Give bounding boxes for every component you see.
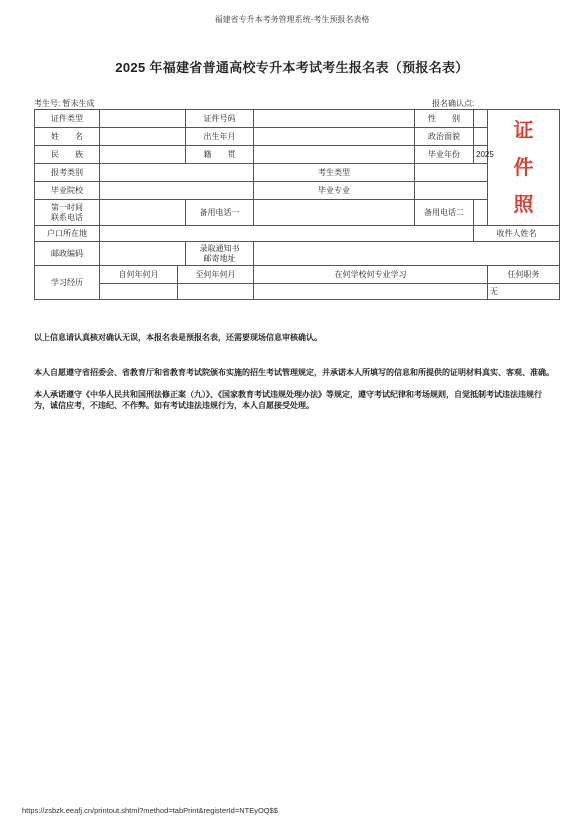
candidate-number-value: 暂未生成: [62, 99, 95, 108]
value-mailing-address: [254, 242, 560, 266]
value-grad-year: 2025: [474, 146, 488, 164]
label-gender: 性 别: [415, 110, 474, 128]
label-postal-code: 邮政编码: [35, 242, 100, 266]
photo-char-3: 照: [513, 192, 534, 216]
label-major: 毕业专业: [254, 182, 415, 200]
pledge-paragraph-2: 本人承诺遵守《中华人民共和国刑法修正案（九）》、《国家教育考试违规处理办法》等规定，遵守考试纪律和考场规则，自觉抵制考试违法违规行为，诚信应考，不违纪、不作弊。如有考试违法违规行为，本人自愿接受处理。: [34, 390, 542, 410]
label-hukou: 户口所在地: [35, 226, 100, 242]
label-id-type: 证件类型: [35, 110, 100, 128]
value-position: 无: [488, 284, 560, 300]
label-mailing-address-line2: 邮寄地址: [203, 253, 236, 263]
value-postal-code: [100, 242, 186, 266]
label-political: 政治面貌: [415, 128, 474, 146]
value-ethnicity: [100, 146, 186, 164]
value-backup-phone-1: [254, 200, 415, 226]
label-recipient: 收件人姓名: [474, 226, 560, 242]
label-mailing-address-line1: 录取通知书: [199, 243, 240, 253]
value-political: [474, 128, 488, 146]
value-school-major: [254, 284, 488, 300]
footer-url: https://zsbzk.eeafj.cn/printout.shtml?method=tabPrint&registerId=NTEyOQ$$: [22, 806, 278, 815]
photo-char-1: 证: [513, 118, 534, 142]
label-primary-phone-line1: 第一时间: [51, 202, 83, 212]
label-school: 毕业院校: [35, 182, 100, 200]
value-id-number: [254, 110, 415, 128]
confirm-notice: 以上信息请认真核对确认无误，本报名表是预报名表，还需要现场信息审核确认。: [34, 333, 322, 342]
value-gender: [474, 110, 488, 128]
label-apply-category: 报考类别: [35, 164, 100, 182]
value-backup-phone-2: [474, 200, 488, 226]
label-primary-phone-line2: 联系电话: [51, 212, 83, 222]
candidate-number-label: 考生号:: [34, 99, 61, 108]
header-to-date: 至何年何月: [178, 266, 254, 284]
id-photo-box: [488, 110, 560, 226]
value-primary-phone: [100, 200, 186, 226]
value-major: [415, 182, 488, 200]
value-id-type: [100, 110, 186, 128]
label-primary-phone: [35, 200, 100, 226]
value-hukou: [100, 226, 474, 242]
value-name: [100, 128, 186, 146]
confirm-site-label: 报名确认点:: [432, 99, 475, 108]
photo-char-2: 件: [513, 155, 534, 179]
label-backup-phone-1: 备用电话一: [186, 200, 254, 226]
label-native-place: 籍 贯: [186, 146, 254, 164]
header-position: 任何职务: [488, 266, 560, 284]
header-school-major: 在何学校何专业学习: [254, 266, 488, 284]
label-id-number: 证件号码: [186, 110, 254, 128]
pledge-paragraph-1: 本人自愿遵守省招委会、省教育厅和省教育考试院颁布实施的招生考试管理规定，并承诺本人所填写的信息和所提供的证明材料真实、客观、准确。: [34, 368, 554, 377]
label-birth: 出生年月: [186, 128, 254, 146]
value-to-date: [178, 284, 254, 300]
label-study-history: 学习经历: [35, 266, 100, 300]
value-from-date: [100, 284, 178, 300]
label-backup-phone-2: 备用电话二: [415, 200, 474, 226]
form-title: 2025 年福建省普通高校专升本考试考生报名表（预报名表）: [115, 60, 469, 75]
value-school: [100, 182, 254, 200]
header-from-date: 自何年何月: [100, 266, 178, 284]
label-candidate-type: 考生类型: [254, 164, 415, 182]
page-header: 福建省专升本考务管理系统-考生预报名表格: [214, 15, 370, 24]
value-native-place: [254, 146, 415, 164]
label-ethnicity: 民 族: [35, 146, 100, 164]
label-name: 姓 名: [35, 128, 100, 146]
candidate-number: [34, 98, 94, 109]
registration-form-table: [34, 109, 560, 300]
label-mailing-address: [186, 242, 254, 266]
value-candidate-type: [415, 164, 488, 182]
value-birth: [254, 128, 415, 146]
label-grad-year: 毕业年份: [415, 146, 474, 164]
value-apply-category: [100, 164, 254, 182]
